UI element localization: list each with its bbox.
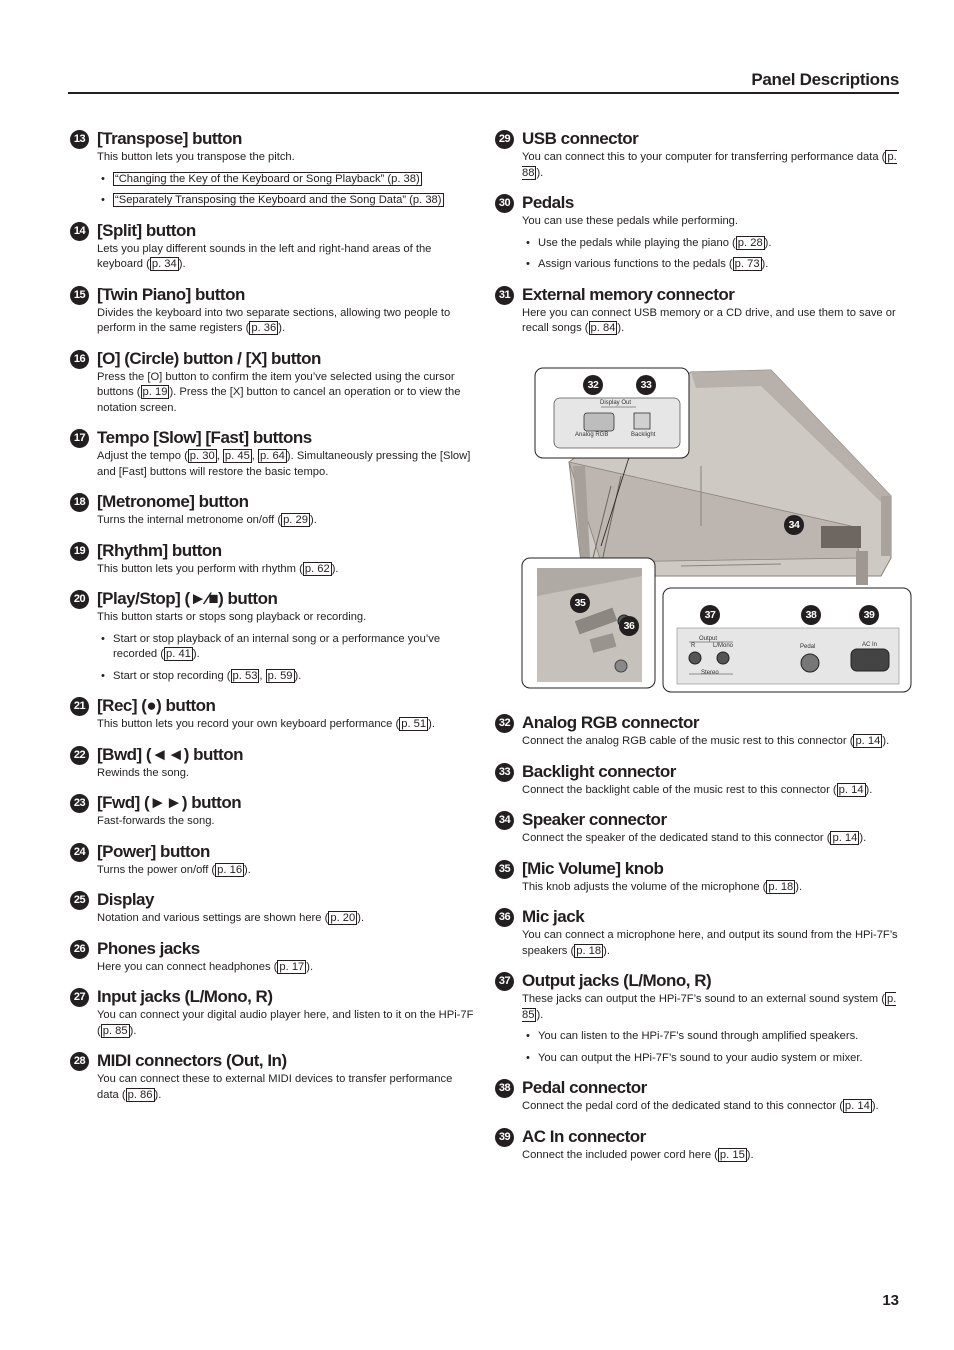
item-36 [495,906,901,959]
item-number-badge: 14 [70,222,89,241]
item-page-ref[interactable]: p. 30 [189,450,215,462]
item-description-text: Notation and various settings are shown here ( [97,912,329,924]
analog-rgb-label: Analog RGB [575,432,609,438]
item-page-ref[interactable]: p. 14 [844,1100,870,1112]
bullet-item [97,172,475,188]
item-number-badge: 33 [495,763,514,782]
item-number-badge: 38 [495,1079,514,1098]
item-title: [Bwd] (◄◄) button [97,744,243,764]
item-19 [70,540,475,578]
item-text-end: ). [178,258,186,270]
bullet-item [97,193,475,209]
item-15 [70,284,475,337]
item-text-end: ). [746,1148,754,1161]
item-description [97,610,475,626]
item-page-ref[interactable]: p. 45 [224,450,250,462]
display-out-label: Display Out [600,400,632,406]
item-page-ref[interactable]: p. 36 [251,322,277,334]
item-page-ref[interactable]: p. 88 [522,151,897,179]
piano-rear-panel-figure [521,366,927,696]
item-text-end: ). [536,166,544,179]
left-column [70,128,475,1114]
item-description-text: You can connect these to external MIDI devices to transfer performance data ( [97,1073,453,1101]
item-text-end: ). [331,562,339,575]
item-title: [Mic Volume] knob [522,858,664,878]
item-number-badge: 21 [70,697,89,716]
item-page-ref[interactable]: p. 84 [590,322,616,334]
bullet-page-ref[interactable]: p. 59 [267,669,293,682]
item-text-end: ). [154,1088,162,1101]
item-33 [495,761,901,799]
item-text-end: ). [795,880,803,893]
item-22 [70,744,475,782]
item-title: AC In connector [522,1126,646,1146]
item-title: Pedals [522,193,574,212]
item-description [522,306,901,337]
item-14 [70,220,475,273]
output-r-label: R [691,643,696,649]
item-description [97,370,475,417]
item-page-ref[interactable]: p. 15 [719,1148,745,1161]
item-title: [Split] button [97,220,196,240]
bullet-item: • Start or stop recording ( p. 53 , p. 59 ). [97,669,475,685]
item-title: Mic jack [522,907,585,926]
item-number-badge: 31 [495,286,514,305]
item-title: MIDI connectors (Out, In) [97,1051,287,1070]
callout-32: 32 [583,375,603,395]
item-title: [Transpose] button [97,129,242,148]
callout-35: 35 [570,593,590,613]
item-31 [495,284,901,337]
item-description [522,734,901,750]
output-l-mono-label: L/Mono [713,643,734,649]
item-page-ref[interactable]: p. 17 [279,960,305,973]
item-text-end: ). [871,1100,879,1112]
item-description-text: This button lets you transpose the pitch. [97,151,295,163]
item-page-ref[interactable]: p. 14 [838,783,864,796]
item-18 [70,491,475,529]
right-column-bottom [495,712,901,1174]
item-number-badge: 30 [495,194,514,213]
item-number-badge: 29 [495,130,514,149]
item-description-text: Connect the backlight cable of the music rest to this connector ( [522,783,837,796]
item-text-end: ). Press the [X] button to cancel an operation or to view the notation screen. [97,386,461,414]
item-text-end: ). Simultaneously pressing the [Slow] and [Fast] buttons will restore the basic tempo. [97,450,471,478]
item-description [97,1072,475,1103]
item-title: Backlight connector [522,761,676,781]
bullet-page-ref[interactable]: p. 28 [737,236,763,249]
bullet-text: Start or stop recording ( [113,669,231,682]
item-description [97,1008,475,1039]
item-description [522,1099,901,1115]
callout-39: 39 [859,605,879,625]
item-number-badge: 28 [70,1052,89,1071]
item-text-end: ). [428,718,435,730]
item-description [97,814,475,830]
bullet-text-end: ). [192,648,200,660]
item-description-text: Here you can connect headphones ( [97,960,278,973]
item-page-ref[interactable]: p. 19 [142,386,168,398]
item-description-text: Press the [O] button to confirm the item you’ve selected using the cursor buttons ( [97,370,455,398]
item-27 [70,986,475,1039]
item-number-badge: 22 [70,746,89,765]
item-description [97,766,475,782]
item-title: [Power] button [97,841,210,861]
item-title: [Play/Stop] (►⁄■) button [97,589,278,608]
item-description [522,831,901,847]
item-number-badge: 20 [70,590,89,609]
item-description-text: Here you can connect USB memory or a CD drive, and use them to save or recall songs ( [522,306,896,334]
pedal-label: Pedal [800,644,816,650]
item-description [97,150,475,166]
item-number-badge: 39 [495,1128,514,1147]
callout-34: 34 [784,515,804,535]
item-description-text: You can connect your digital audio player here, and listen to it on the HPi-7F ( [97,1009,474,1037]
item-description [97,717,475,733]
item-description [522,214,901,230]
item-description-text: This button lets you record your own keyboard performance ( [97,718,400,730]
item-number-badge: 16 [70,350,89,369]
item-description [97,306,475,337]
item-29 [495,128,901,181]
item-number-badge: 15 [70,286,89,305]
item-number-badge: 36 [495,908,514,927]
item-page-ref[interactable]: p. 18 [576,944,602,957]
item-description [97,911,475,927]
item-description-text: Connect the pedal cord of the dedicated stand to this connector ( [522,1100,843,1112]
output-label: Output [699,636,718,642]
item-page-ref[interactable]: p. 18 [768,880,794,893]
item-38 [495,1077,901,1115]
bullet-text-end: ). [764,236,772,249]
item-description-text: Connect the analog RGB cable of the music rest to this connector ( [522,735,854,747]
bullet-page-ref[interactable]: p. 53 [232,669,258,682]
right-column-top [495,128,901,348]
item-description-text: Adjust the tempo ( [97,450,188,462]
item-text-end: ). [865,783,873,796]
bullet-text: You can output the HPi-7F’s sound to your audio system or mixer. [538,1051,863,1064]
page-header-title: Panel Descriptions [751,70,899,89]
item-description [97,960,475,976]
item-description [522,928,901,959]
item-24 [70,841,475,879]
item-page-ref[interactable]: p. 29 [283,514,308,526]
bullet-item [522,257,901,273]
item-description [522,1148,901,1164]
item-number-badge: 24 [70,843,89,862]
item-30 [495,192,901,273]
item-number-badge: 17 [70,429,89,448]
item-description-text: Connect the speaker of the dedicated stand to this connector ( [522,832,831,844]
item-description-text: Lets you play different sounds in the left and right-hand areas of the keyboard ( [97,242,432,270]
bullet-item [522,1029,901,1045]
callout-37: 37 [700,605,720,625]
item-26 [70,938,475,976]
item-description-text: This knob adjusts the volume of the microphone ( [522,880,767,893]
item-number-badge: 26 [70,940,89,959]
item-page-ref[interactable]: p. 51 [401,718,427,730]
item-text-end: ). [129,1024,137,1037]
item-page-ref[interactable]: p. 85 [102,1024,128,1037]
item-description-text: Turns the internal metronome on/off ( [97,514,282,526]
bullet-page-ref[interactable]: p. 41 [166,648,191,660]
item-title: Output jacks (L/Mono, R) [522,971,712,990]
item-description-text: Rewinds the song. [97,766,190,779]
item-title: Input jacks (L/Mono, R) [97,987,273,1006]
item-text-end: ). [536,1008,544,1021]
header-rule [68,92,899,94]
item-description-text: You can use these pedals while performing. [522,215,739,227]
bullet-text-end: ). [294,669,302,682]
item-17 [70,427,475,480]
item-description-text: This button starts or stops song playback or recording. [97,611,367,623]
item-title: [O] (Circle) button / [X] button [97,348,321,368]
item-title: Tempo [Slow] [Fast] buttons [97,428,312,447]
item-number-badge: 32 [495,714,514,733]
item-page-ref[interactable]: p. 62 [304,562,330,575]
bullet-item [522,236,901,252]
stereo-label: Stereo [701,670,719,676]
item-description-text: Connect the included power cord here ( [522,1148,718,1161]
item-20 [70,588,475,684]
item-number-badge: 18 [70,493,89,512]
item-text-end: ). [882,735,890,747]
item-number-badge: 19 [70,542,89,561]
ac-in-label: AC In [862,642,878,648]
item-description [97,513,475,529]
item-text-end: ). [617,322,625,334]
backlight-label: Backlight [631,432,656,438]
item-text-end: ). [309,514,317,526]
item-13 [70,128,475,209]
bullet-text: You can listen to the HPi-7F’s sound through amplified speakers. [538,1030,859,1042]
item-description [97,863,475,879]
item-title: USB connector [522,129,639,148]
item-title: External memory connector [522,284,735,304]
bullet-item [97,632,475,663]
item-description-text: You can connect a microphone here, and output its sound from the HPi-7F’s speakers ( [522,929,898,957]
item-title: [Metronome] button [97,492,249,511]
item-number-badge: 23 [70,794,89,813]
item-description [522,150,901,181]
bullet-item [522,1051,901,1067]
item-title: Speaker connector [522,810,667,829]
bullet-page-ref[interactable]: “Changing the Key of the Keyboard or Song Playback” (p. 38) [115,172,420,185]
item-description-text: You can connect this to your computer for transferring performance data ( [522,151,886,163]
item-description [522,992,901,1023]
page-number: 13 [882,1292,899,1309]
callout-33: 33 [636,375,656,395]
item-page-ref[interactable]: p. 14 [832,832,858,844]
item-number-badge: 37 [495,972,514,991]
bullet-text: Start or stop playback of an internal song or a performance you’ve recorded ( [113,632,441,660]
item-number-badge: 34 [495,811,514,830]
item-32 [495,712,901,750]
item-21 [70,695,475,733]
item-title: [Rec] (●) button [97,696,216,715]
bullet-text: Assign various functions to the pedals ( [538,258,733,270]
bullet-text-end: ). [761,258,769,270]
item-text-end: ). [244,863,251,876]
item-text-end: ). [278,322,286,334]
bullet-page-ref[interactable]: p. 73 [734,258,760,270]
item-35 [495,858,901,896]
item-title: [Twin Piano] button [97,284,245,304]
item-description [97,242,475,273]
item-text-end: ). [306,960,314,973]
item-text-end: ). [859,832,867,844]
item-37 [495,970,901,1066]
item-23 [70,792,475,830]
item-description-text: Fast-forwards the song. [97,815,215,827]
bullet-text: Use the pedals while playing the piano ( [538,236,736,249]
item-page-ref[interactable]: p. 34 [151,258,177,270]
item-25 [70,889,475,927]
item-description-text: Turns the power on/off ( [97,863,216,876]
item-description [522,783,901,799]
item-description [97,562,475,578]
item-number-badge: 25 [70,891,89,910]
item-page-ref[interactable]: p. 85 [522,993,897,1021]
item-number-badge: 27 [70,988,89,1007]
item-title: Phones jacks [97,938,200,958]
item-page-ref[interactable]: p. 20 [330,912,356,924]
item-text-end: ). [357,912,365,924]
item-16 [70,348,475,417]
item-34 [495,809,901,847]
item-description-text: These jacks can output the HPi-7F’s sound to an external sound system ( [522,993,885,1005]
item-title: Display [97,890,154,909]
item-text-end: ). [603,944,610,957]
item-page-ref[interactable]: p. 86 [127,1088,153,1101]
item-title: [Fwd] (►►) button [97,793,242,812]
item-description-text: This button lets you perform with rhythm ( [97,562,303,575]
item-page-ref[interactable]: p. 64 [260,450,285,462]
item-page-ref[interactable]: p. 16 [217,863,243,876]
item-description-text: Divides the keyboard into two separate sections, allowing two people to perform in the same registers ( [97,306,451,334]
callout-38: 38 [801,605,821,625]
item-description [522,880,901,896]
bullet-page-ref[interactable]: “Separately Transposing the Keyboard and the Song Data” (p. 38) [115,194,442,206]
item-description: Adjust the tempo ( p. 30 , p. 45 , p. 64 ). Simultaneously pressing the [Slow] and [Fast] buttons will restore the basic tempo. [97,450,471,478]
item-title: Pedal connector [522,1078,647,1097]
item-page-ref[interactable]: p. 14 [855,735,881,747]
item-39 [495,1126,901,1164]
item-title: [Rhythm] button [97,540,222,560]
item-number-badge: 13 [70,130,89,149]
item-28 [70,1050,475,1103]
callout-36: 36 [619,616,639,636]
item-number-badge: 35 [495,860,514,879]
item-title: Analog RGB connector [522,713,700,732]
